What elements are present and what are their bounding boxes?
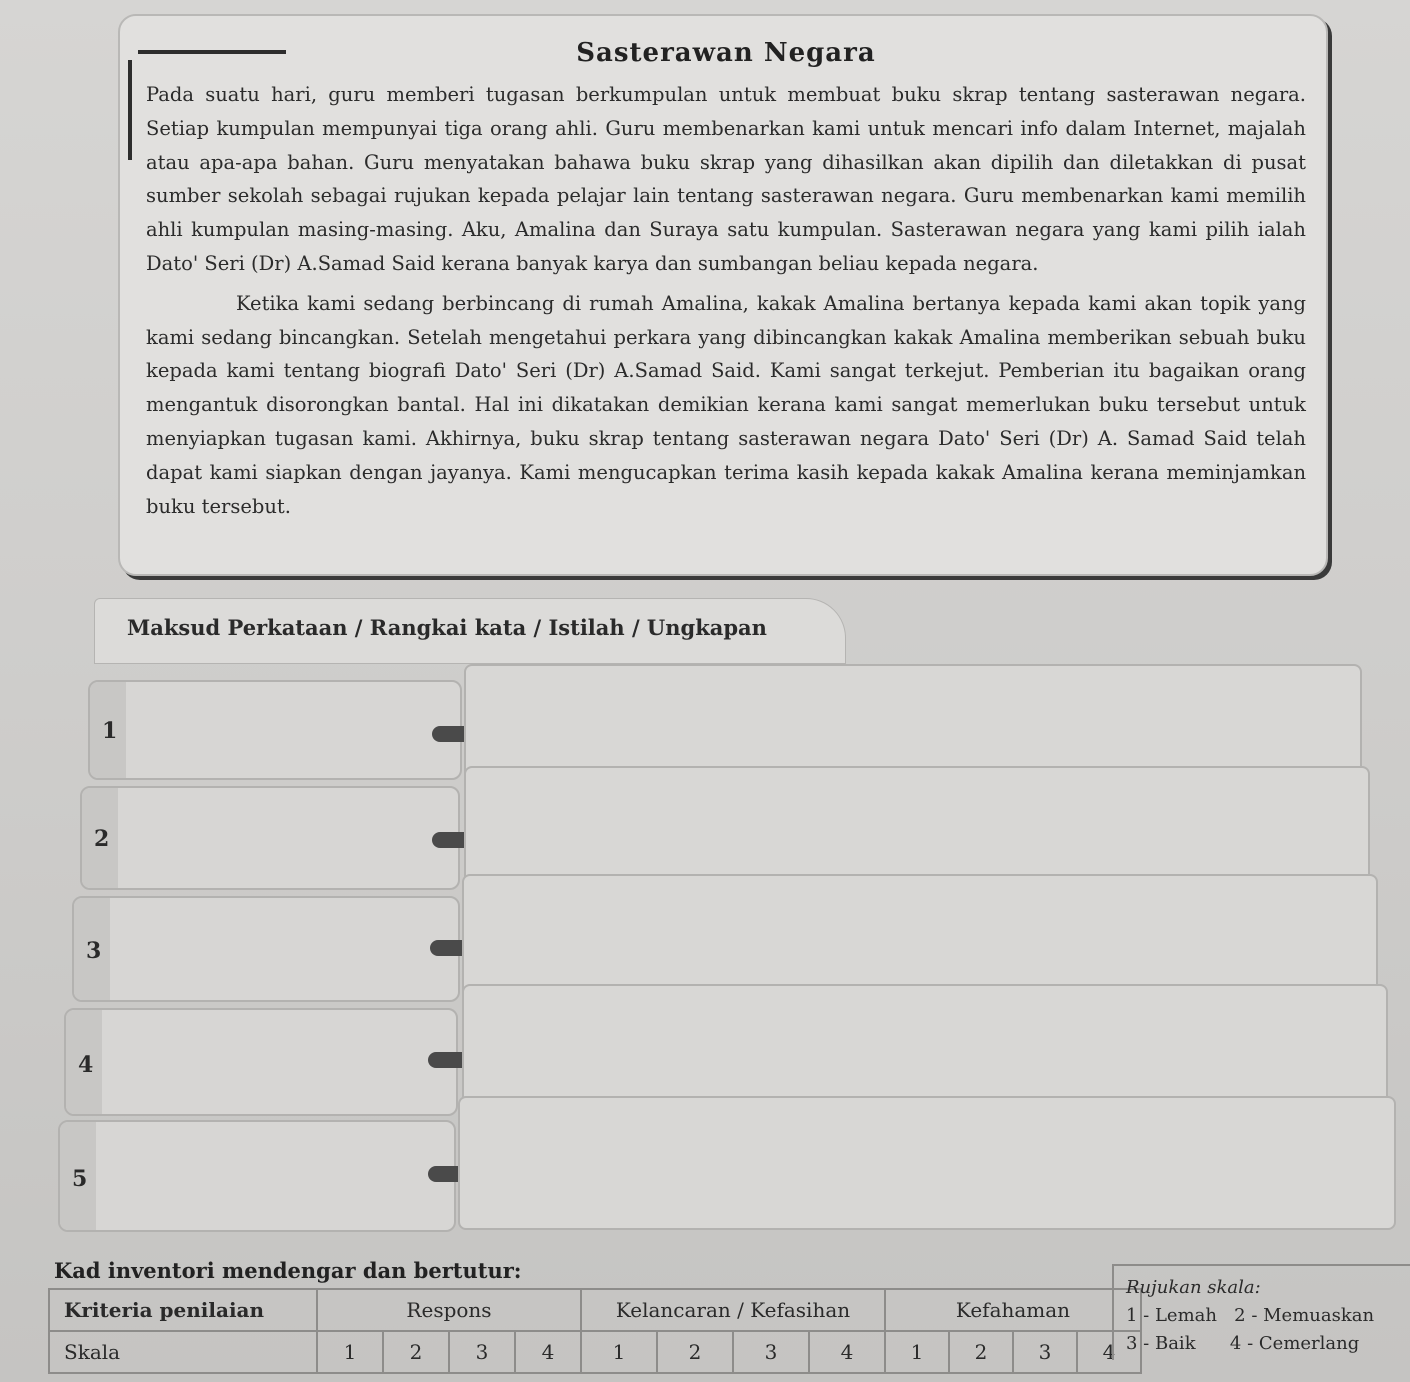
scale-reference-line: 3 - Baik 4 - Cemerlang — [1126, 1333, 1360, 1354]
passage-title: Sasterawan Negara — [576, 38, 876, 68]
passage-paragraph-1: Pada suatu hari, guru memberi tugasan berkumpulan untuk membuat buku skrap tentang sasterawan negara. Setiap kumpulan mempunyai tiga orang ahli. Guru membenarkan kami untuk mencari info dalam Internet, majalah atau apa-apa bahan. Guru menyatakan bahawa buku skrap yang dihasilkan akan dipilih dan diletakkan di pusat sumber sekolah sebagai rujukan kepada pelajar lain tentang sasterawan negara. Guru membenarkan kami memilih ahli kumpulan masing-masing. Aku, Amalina dan Suraya satu kumpulan. Sasterawan negara yang kami pilih ialah Dato' Seri (Dr) A.Samad Said kerana banyak karya dan sumbangan beliau kepada negara. — [146, 83, 1306, 275]
scale-reference — [1112, 1264, 1410, 1360]
row-number: 5 — [72, 1166, 88, 1192]
section-header: Maksud Perkataan / Rangkai kata / Istilah / Ungkapan — [94, 598, 846, 664]
scale-cell[interactable]: 2 — [657, 1331, 733, 1373]
row-number-box — [80, 786, 460, 890]
scale-cell[interactable]: 1 — [885, 1331, 949, 1373]
column-header: Respons — [317, 1289, 581, 1331]
passage-box — [118, 14, 1328, 576]
scale-cell[interactable]: 4 — [809, 1331, 885, 1373]
criteria-label: Kriteria penilaian — [49, 1289, 317, 1331]
decorative-line — [138, 50, 286, 54]
scale-cell[interactable]: 3 — [449, 1331, 515, 1373]
scale-cell[interactable]: 4 — [515, 1331, 581, 1373]
row-number: 2 — [94, 826, 110, 852]
scale-cell[interactable]: 1 — [317, 1331, 383, 1373]
answer-field[interactable] — [464, 664, 1362, 782]
scale-cell[interactable]: 4 — [1077, 1331, 1141, 1373]
row-number-box — [58, 1120, 456, 1232]
answer-field[interactable] — [462, 984, 1388, 1114]
answer-field[interactable] — [462, 874, 1378, 1002]
answer-field[interactable] — [464, 766, 1370, 890]
row-number-box — [72, 896, 460, 1002]
row-number-box — [64, 1008, 458, 1116]
row-number: 1 — [102, 718, 118, 744]
column-header: Kefahaman — [885, 1289, 1141, 1331]
scale-cell[interactable]: 2 — [949, 1331, 1013, 1373]
scale-cell[interactable]: 2 — [383, 1331, 449, 1373]
scale-label: Skala — [49, 1331, 317, 1373]
row-number-box — [88, 680, 462, 780]
scale-reference-title: Rujukan skala: — [1126, 1277, 1261, 1298]
decorative-bar — [128, 60, 132, 160]
answer-field[interactable] — [458, 1096, 1396, 1230]
scale-reference-line: 1 - Lemah 2 - Memuaskan — [1126, 1305, 1375, 1326]
row-number: 3 — [86, 938, 102, 964]
row-number: 4 — [78, 1052, 94, 1078]
column-header: Kelancaran / Kefasihan — [581, 1289, 885, 1331]
scale-cell[interactable]: 3 — [733, 1331, 809, 1373]
inventory-table — [48, 1288, 1142, 1374]
scale-cell[interactable]: 1 — [581, 1331, 657, 1373]
passage-paragraph-2: Ketika kami sedang berbincang di rumah Amalina, kakak Amalina bertanya kepada kami akan topik yang kami sedang bincangkan. Setelah mengetahui perkara yang dibincangkan kakak Amalina memberikan sebuah buku kepada kami tentang biografi Dato' Seri (Dr) A.Samad Said. Kami sangat terkejut. Pemberian itu bagaikan orang mengantuk disorongkan bantal. Hal ini dikatakan demikian kerana kami sangat memerlukan buku tersebut untuk menyiapkan tugasan kami. Akhirnya, buku skrap tentang sasterawan negara Dato' Seri (Dr) A. Samad Said telah dapat kami siapkan dengan jayanya. Kami mengucapkan terima kasih kepada kakak Amalina kerana meminjamkan buku tersebut. — [146, 291, 1306, 518]
scale-cell[interactable]: 3 — [1013, 1331, 1077, 1373]
inventory-title: Kad inventori mendengar dan bertutur: — [54, 1258, 522, 1283]
